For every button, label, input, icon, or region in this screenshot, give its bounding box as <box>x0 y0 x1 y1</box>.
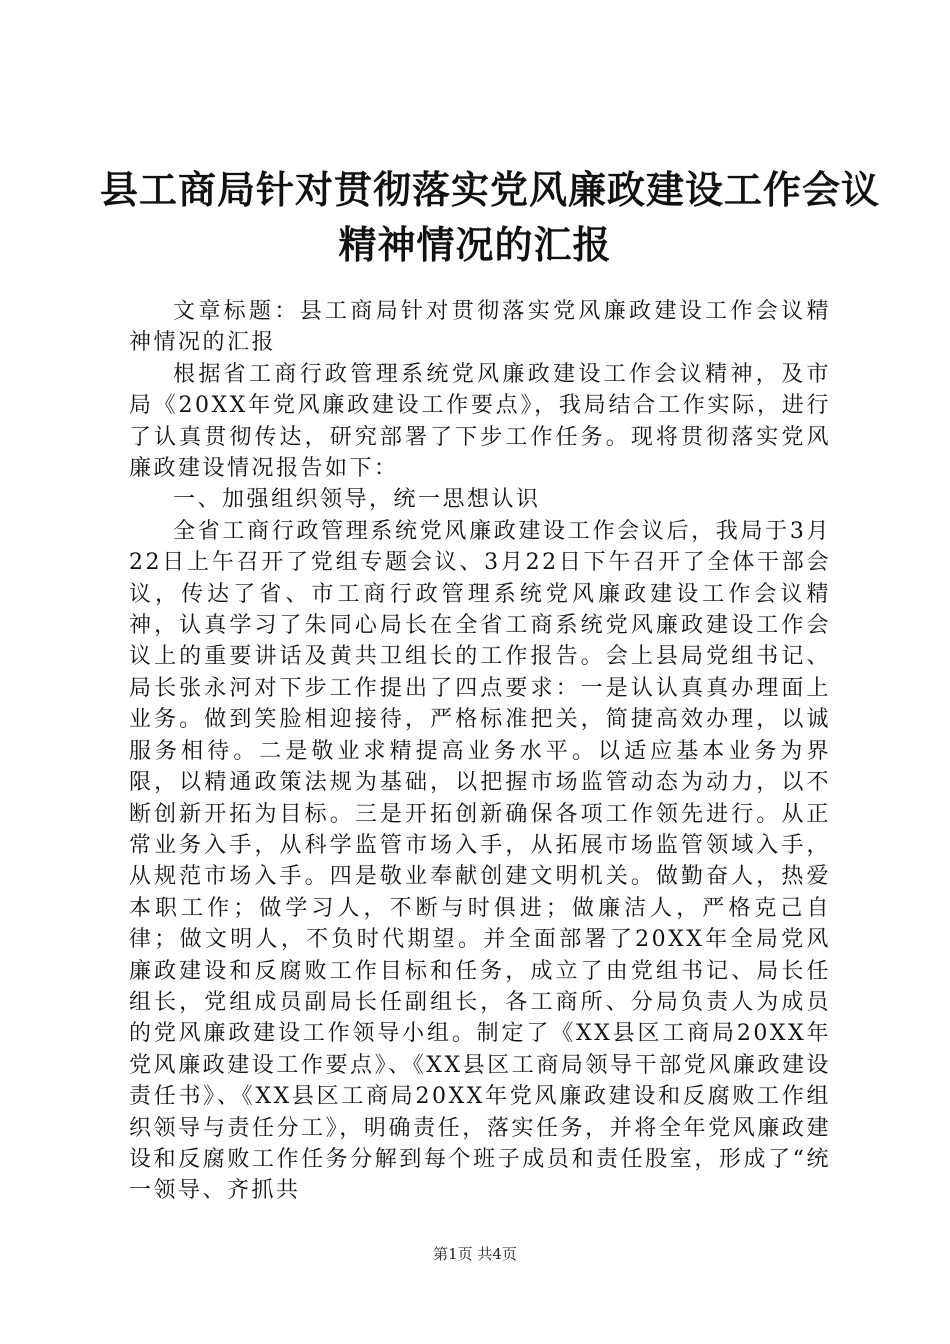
document-body <box>129 296 831 1207</box>
paragraph-body: 全省工商行政管理系统党风廉政建设工作会议后，我局于3月22日上午召开了党组专题会议、3月22日下午召开了全体干部会议，传达了省、市工商行政管理系统党风廉政建设工作会议精神，认真学习了朱同心局长在全省工商系统党风廉政建设工作会议上的重要讲话及黄共卫组长的工作报告。会上县局党组书记、局长张永河对下步工作提出了四点要求：一是认认真真办理面上业务。做到笑脸相迎接待，严格标准把关，简捷高效办理，以诚服务相待。二是敬业求精提高业务水平。以适应基本业务为界限，以精通政策法规为基础，以把握市场监管动态为动力，以不断创新开拓为目标。三是开拓创新确保各项工作领先进行。从正常业务入手，从科学监管市场入手，从拓展市场监管领域入手，从规范市场入手。四是敬业奉献创建文明机关。做勤奋人，热爱本职工作；做学习人，不断与时俱进；做廉洁人，严格克己自律；做文明人，不负时代期望。并全面部署了20XX年全局党风廉政建设和反腐败工作目标和任务，成立了由党组书记、局长任组长，党组成员副局长任副组长，各工商所、分局负责人为成员的党风廉政建设工作领导小组。制定了《XX县区工商局20XX年党风廉政建设工作要点》、《XX县区工商局领导干部党风廉政建设责任书》、《XX县区工商局20XX年党风廉政建设和反腐败工作组织领导与责任分工》，明确责任，落实任务，并将全年党风廉政建设和反腐败工作任务分解到每个班子成员和责任股室，形成了“统一领导、齐抓共 <box>129 518 831 1204</box>
paragraph-article-title: 文章标题：县工商局针对贯彻落实党风廉政建设工作会议精神情况的汇报 <box>129 299 831 356</box>
section-heading: 一、加强组织领导，统一思想认识 <box>173 487 541 513</box>
document-title-line-2: 精神情况的汇报 <box>338 223 612 267</box>
document-title-line-1: 县工商局针对贯彻落实党风廉政建设工作会议 <box>100 168 881 212</box>
page-number-footer: 第1页 共4页 <box>433 1245 517 1263</box>
paragraph-intro: 根据省工商行政管理系统党风廉政建设工作会议精神，及市局《20XX年党风廉政建设工作要点》，我局结合工作实际，进行了认真贯彻传达，研究部署了下步工作任务。现将贯彻落实党风廉政建设情况报告如下： <box>129 361 831 482</box>
